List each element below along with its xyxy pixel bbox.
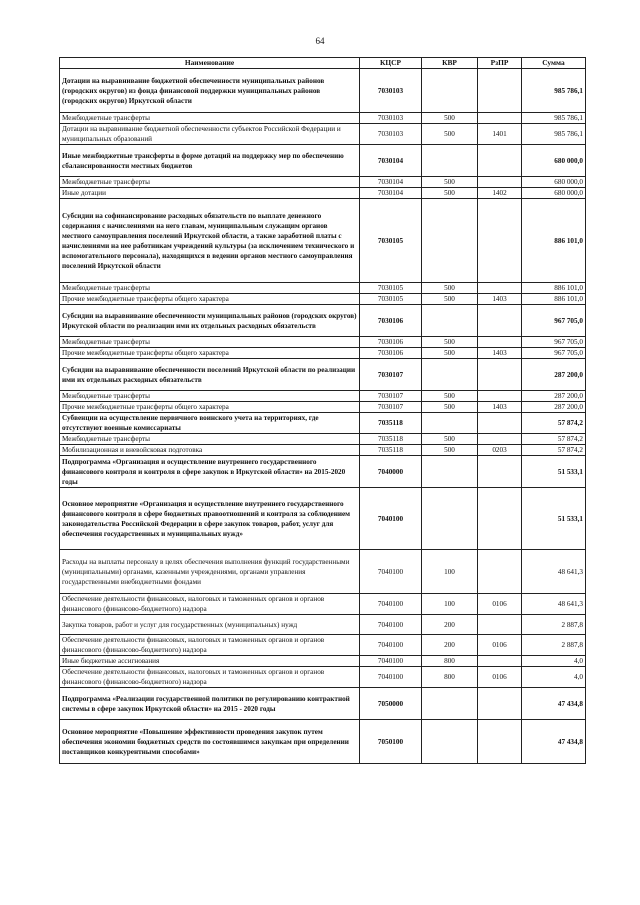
row-rzpr: 1402 xyxy=(478,188,522,199)
row-kvr: 500 xyxy=(422,294,478,305)
table-row xyxy=(60,635,586,656)
row-rzpr xyxy=(478,550,522,594)
row-code: 7035118 xyxy=(360,413,422,434)
row-code: 7040100 xyxy=(360,550,422,594)
row-rzpr: 0106 xyxy=(478,667,522,688)
row-name: Межбюджетные трансферты xyxy=(60,177,360,188)
row-name: Субвенции на осуществление первичного воинского учета на территориях, где отсутствуют военные комиссариаты xyxy=(60,413,360,434)
table-row xyxy=(60,124,586,145)
table-row xyxy=(60,720,586,764)
row-kvr: 500 xyxy=(422,283,478,294)
table-row xyxy=(60,456,586,488)
row-rzpr xyxy=(478,656,522,667)
row-code: 7030103 xyxy=(360,124,422,145)
row-kvr: 500 xyxy=(422,113,478,124)
row-name: Прочие межбюджетные трансферты общего характера xyxy=(60,402,360,413)
table-row xyxy=(60,402,586,413)
table-row xyxy=(60,488,586,550)
row-kvr xyxy=(422,145,478,177)
row-name: Расходы на выплаты персоналу в целях обеспечения выполнения функций государственными (муниципальными) органами, казенными учреждениями, органами управления государственными внебюджетными фондами xyxy=(60,550,360,594)
table-row xyxy=(60,550,586,594)
table-row xyxy=(60,283,586,294)
row-kvr: 500 xyxy=(422,124,478,145)
row-code: 7040100 xyxy=(360,488,422,550)
row-rzpr xyxy=(478,413,522,434)
table-row xyxy=(60,69,586,113)
row-sum: 967 705,0 xyxy=(522,305,586,337)
row-rzpr: 0106 xyxy=(478,594,522,615)
row-kvr: 100 xyxy=(422,594,478,615)
row-kvr: 500 xyxy=(422,402,478,413)
table-row xyxy=(60,667,586,688)
row-rzpr xyxy=(478,337,522,348)
row-sum: 287 200,0 xyxy=(522,391,586,402)
row-code: 7030103 xyxy=(360,69,422,113)
row-sum: 886 101,0 xyxy=(522,283,586,294)
row-rzpr xyxy=(478,488,522,550)
row-rzpr: 0106 xyxy=(478,635,522,656)
row-code: 7030104 xyxy=(360,145,422,177)
page-number: 64 xyxy=(315,36,325,46)
row-kvr: 200 xyxy=(422,635,478,656)
row-kvr xyxy=(422,359,478,391)
row-kvr xyxy=(422,69,478,113)
row-sum: 680 000,0 xyxy=(522,177,586,188)
row-sum: 51 533,1 xyxy=(522,488,586,550)
table-row xyxy=(60,413,586,434)
row-sum: 2 887,8 xyxy=(522,615,586,635)
row-code: 7050000 xyxy=(360,688,422,720)
row-name: Закупка товаров, работ и услуг для государственных (муниципальных) нужд xyxy=(60,615,360,635)
row-code: 7030106 xyxy=(360,348,422,359)
table-row xyxy=(60,188,586,199)
row-sum: 985 786,1 xyxy=(522,124,586,145)
row-rzpr xyxy=(478,456,522,488)
row-sum: 47 434,8 xyxy=(522,688,586,720)
row-kvr xyxy=(422,199,478,283)
table-row xyxy=(60,594,586,615)
row-code: 7030103 xyxy=(360,113,422,124)
row-code: 7035118 xyxy=(360,445,422,456)
row-name: Иные межбюджетные трансферты в форме дотаций на поддержку мер по обеспечению сбалансированности местных бюджетов xyxy=(60,145,360,177)
row-sum: 967 705,0 xyxy=(522,337,586,348)
row-rzpr: 0203 xyxy=(478,445,522,456)
row-rzpr: 1403 xyxy=(478,402,522,413)
row-sum: 51 533,1 xyxy=(522,456,586,488)
row-kvr xyxy=(422,688,478,720)
row-kvr xyxy=(422,305,478,337)
row-sum: 57 874,2 xyxy=(522,434,586,445)
row-rzpr xyxy=(478,113,522,124)
row-rzpr xyxy=(478,688,522,720)
row-kvr xyxy=(422,720,478,764)
row-rzpr xyxy=(478,283,522,294)
table-row xyxy=(60,359,586,391)
row-rzpr: 1403 xyxy=(478,348,522,359)
row-kvr: 500 xyxy=(422,445,478,456)
row-name: Основное мероприятие «Организация и осуществление внутреннего государственного финансового контроля в сфере бюджетных правоотношений и контроля за соблюдением законодательства Российской Федерации в сфере закупок товаров, работ, услуг для обеспечения государственных и муниципальных нужд» xyxy=(60,488,360,550)
header-sum: Сумма xyxy=(522,58,586,69)
row-rzpr xyxy=(478,391,522,402)
budget-table xyxy=(59,57,586,764)
row-sum: 287 200,0 xyxy=(522,402,586,413)
table-row xyxy=(60,337,586,348)
row-code: 7030106 xyxy=(360,305,422,337)
row-name: Прочие межбюджетные трансферты общего характера xyxy=(60,348,360,359)
row-kvr: 500 xyxy=(422,434,478,445)
row-name: Дотации на выравнивание бюджетной обеспеченности муниципальных районов (городских округов) из фонда финансовой поддержки муниципальных районов (городских округов) Иркутской области xyxy=(60,69,360,113)
row-name: Обеспечение деятельности финансовых, налоговых и таможенных органов и органов финансового (финансово-бюджетного) надзора xyxy=(60,635,360,656)
row-sum: 967 705,0 xyxy=(522,348,586,359)
row-name: Обеспечение деятельности финансовых, налоговых и таможенных органов и органов финансового (финансово-бюджетного) надзора xyxy=(60,594,360,615)
row-name: Межбюджетные трансферты xyxy=(60,113,360,124)
row-code: 7030105 xyxy=(360,283,422,294)
row-kvr: 500 xyxy=(422,188,478,199)
table-row xyxy=(60,177,586,188)
table-row xyxy=(60,445,586,456)
row-sum: 4,0 xyxy=(522,667,586,688)
table-row xyxy=(60,294,586,305)
row-kvr: 500 xyxy=(422,348,478,359)
row-name: Подпрограмма «Реализации государственной политики по регулированию контрактной системы в сфере закупок Иркутской области» на 2015 - 2020 годы xyxy=(60,688,360,720)
row-sum: 57 874,2 xyxy=(522,445,586,456)
header-code: КЦСР xyxy=(360,58,422,69)
row-sum: 287 200,0 xyxy=(522,359,586,391)
row-name: Субсидии на софинансирование расходных обязательств по выплате денежного содержания с начислениями на него главам, муниципальным служащим органов местного самоуправления поселений Иркутской области, а также заработной платы с начислениями на нее работникам учреждений культуры (за исключением технического и вспомогательного персонала), находящихся в ведении органов местного самоуправления поселений Иркутской области xyxy=(60,199,360,283)
row-rzpr xyxy=(478,615,522,635)
header-name: Наименование xyxy=(60,58,360,69)
row-name: Межбюджетные трансферты xyxy=(60,391,360,402)
table-row xyxy=(60,348,586,359)
row-kvr: 500 xyxy=(422,177,478,188)
row-sum: 2 887,8 xyxy=(522,635,586,656)
row-kvr xyxy=(422,488,478,550)
row-name: Субсидии на выравнивание обеспеченности муниципальных районов (городских округов) Иркутской области по реализации ими их отдельных расходных обязательств xyxy=(60,305,360,337)
row-sum: 680 000,0 xyxy=(522,188,586,199)
row-sum: 886 101,0 xyxy=(522,294,586,305)
table-row xyxy=(60,199,586,283)
row-rzpr xyxy=(478,145,522,177)
row-code: 7040100 xyxy=(360,594,422,615)
row-kvr: 500 xyxy=(422,391,478,402)
row-kvr: 200 xyxy=(422,615,478,635)
row-name: Мобилизационная и вневойсковая подготовка xyxy=(60,445,360,456)
row-rzpr: 1403 xyxy=(478,294,522,305)
row-code: 7040100 xyxy=(360,615,422,635)
table-row xyxy=(60,434,586,445)
row-rzpr xyxy=(478,69,522,113)
row-name: Основное мероприятие «Повышение эффективности проведения закупок путем обеспечения экономии бюджетных средств по состоявшимся закупкам при определении поставщиков конкурентными способами» xyxy=(60,720,360,764)
table-row xyxy=(60,615,586,635)
table-row xyxy=(60,391,586,402)
row-kvr xyxy=(422,456,478,488)
row-code: 7030104 xyxy=(360,188,422,199)
row-code: 7040100 xyxy=(360,635,422,656)
row-code: 7030107 xyxy=(360,391,422,402)
row-name: Иные дотации xyxy=(60,188,360,199)
row-rzpr: 1401 xyxy=(478,124,522,145)
row-rzpr xyxy=(478,305,522,337)
row-name: Межбюджетные трансферты xyxy=(60,337,360,348)
row-code: 7030104 xyxy=(360,177,422,188)
row-code: 7035118 xyxy=(360,434,422,445)
row-rzpr xyxy=(478,359,522,391)
row-code: 7050100 xyxy=(360,720,422,764)
row-name: Межбюджетные трансферты xyxy=(60,283,360,294)
table-body xyxy=(60,69,586,764)
header-kvr: КВР xyxy=(422,58,478,69)
row-name: Прочие межбюджетные трансферты общего характера xyxy=(60,294,360,305)
row-code: 7030106 xyxy=(360,337,422,348)
row-rzpr xyxy=(478,720,522,764)
row-code: 7030105 xyxy=(360,199,422,283)
row-kvr: 500 xyxy=(422,337,478,348)
header-rzpr: РзПР xyxy=(478,58,522,69)
row-name: Подпрограмма «Организация и осуществление внутреннего государственного финансового контроля и контроля в сфере закупок в Иркутской области» на 2015-2020 годы xyxy=(60,456,360,488)
row-sum: 985 786,1 xyxy=(522,113,586,124)
table-header-row xyxy=(60,58,586,69)
table-row xyxy=(60,145,586,177)
table-row xyxy=(60,656,586,667)
row-kvr xyxy=(422,413,478,434)
row-sum: 48 641,3 xyxy=(522,594,586,615)
row-code: 7030107 xyxy=(360,402,422,413)
row-sum: 57 874,2 xyxy=(522,413,586,434)
row-sum: 680 000,0 xyxy=(522,145,586,177)
row-sum: 886 101,0 xyxy=(522,199,586,283)
row-code: 7030107 xyxy=(360,359,422,391)
row-kvr: 800 xyxy=(422,667,478,688)
row-name: Дотации на выравнивание бюджетной обеспеченности субъектов Российской Федерации и муниципальных образований xyxy=(60,124,360,145)
row-kvr: 800 xyxy=(422,656,478,667)
row-code: 7040100 xyxy=(360,656,422,667)
table-row xyxy=(60,688,586,720)
row-rzpr xyxy=(478,177,522,188)
row-rzpr xyxy=(478,434,522,445)
row-sum: 4,0 xyxy=(522,656,586,667)
row-name: Межбюджетные трансферты xyxy=(60,434,360,445)
table-row xyxy=(60,113,586,124)
row-kvr: 100 xyxy=(422,550,478,594)
row-code: 7030105 xyxy=(360,294,422,305)
row-rzpr xyxy=(478,199,522,283)
row-sum: 48 641,3 xyxy=(522,550,586,594)
row-code: 7040100 xyxy=(360,667,422,688)
table-row xyxy=(60,305,586,337)
row-sum: 47 434,8 xyxy=(522,720,586,764)
row-name: Обеспечение деятельности финансовых, налоговых и таможенных органов и органов финансового (финансово-бюджетного) надзора xyxy=(60,667,360,688)
row-name: Субсидии на выравнивание обеспеченности поселений Иркутской области по реализации ими их отдельных расходных обязательств xyxy=(60,359,360,391)
row-name: Иные бюджетные ассигнования xyxy=(60,656,360,667)
row-code: 7040000 xyxy=(360,456,422,488)
row-sum: 985 786,1 xyxy=(522,69,586,113)
